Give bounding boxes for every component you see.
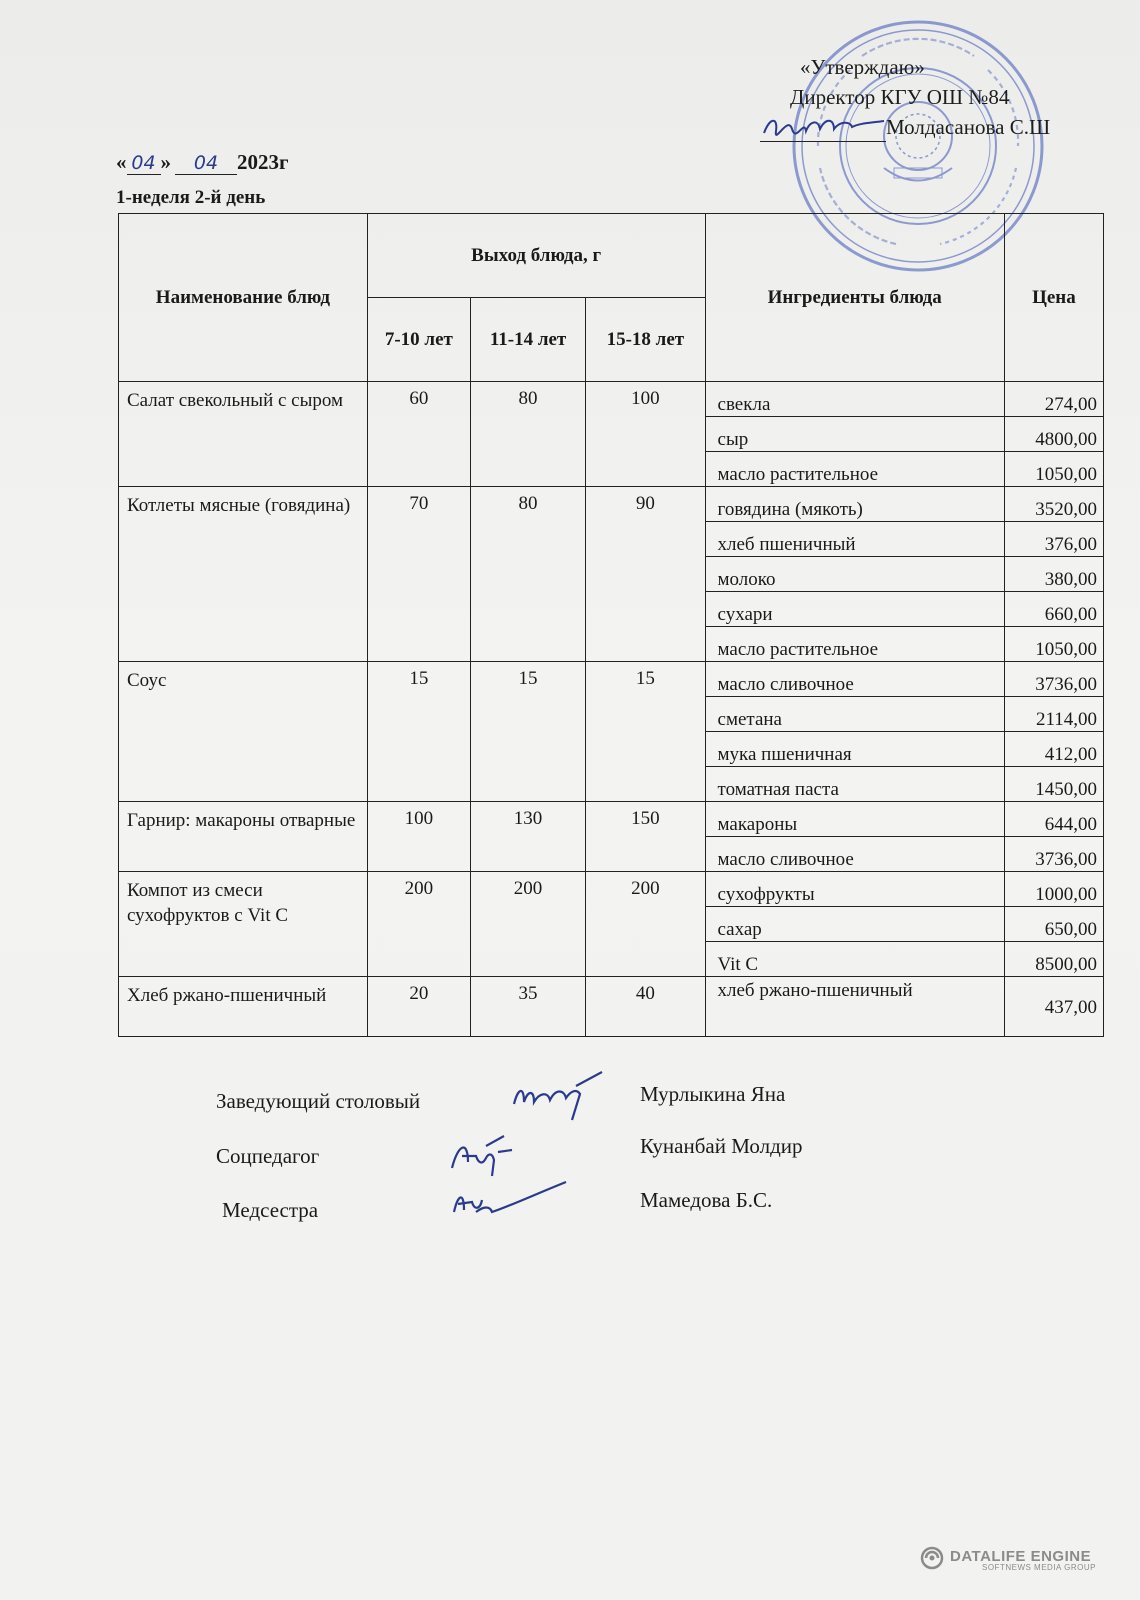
ingredient-cell: томатная паста — [705, 767, 1004, 802]
price-cell: 8500,00 — [1004, 942, 1103, 977]
date-month: 04 — [175, 152, 237, 175]
price-cell: 380,00 — [1004, 557, 1103, 592]
menu-table — [118, 213, 1104, 1037]
watermark-logo — [950, 1548, 1096, 1572]
yield-11-14-cell: 80 — [470, 382, 585, 487]
ingredient-cell: свекла — [705, 382, 1004, 417]
price-cell: 644,00 — [1004, 802, 1103, 837]
table-row — [119, 802, 1104, 837]
header-output: Выход блюда, г — [367, 214, 705, 298]
price-cell: 3520,00 — [1004, 487, 1103, 522]
price-cell: 4800,00 — [1004, 417, 1103, 452]
dish-name-cell: Хлеб ржано-пшеничный — [119, 977, 368, 1037]
signature-row — [216, 1144, 319, 1169]
handwritten-signature — [450, 1176, 570, 1226]
signature-name: Мурлыкина Яна — [640, 1082, 786, 1106]
header-age-11-14: 11-14 лет — [470, 298, 585, 382]
handwritten-signature — [448, 1132, 528, 1180]
dish-name-cell: Компот из смеси сухофруктов с Vit C — [119, 872, 368, 977]
header-price: Цена — [1004, 214, 1103, 382]
ingredient-cell: хлеб пшеничный — [705, 522, 1004, 557]
price-cell: 1050,00 — [1004, 452, 1103, 487]
yield-15-18-cell: 100 — [586, 382, 705, 487]
yield-7-10-cell: 200 — [367, 872, 470, 977]
header-age-7-10: 7-10 лет — [367, 298, 470, 382]
yield-11-14-cell: 15 — [470, 662, 585, 802]
price-cell: 1450,00 — [1004, 767, 1103, 802]
dish-name-cell: Котлеты мясные (говядина) — [119, 487, 368, 662]
ingredient-cell: сухари — [705, 592, 1004, 627]
yield-11-14-cell: 35 — [470, 977, 585, 1037]
ingredient-cell: масло сливочное — [705, 837, 1004, 872]
yield-11-14-cell: 130 — [470, 802, 585, 872]
watermark-sub: SOFTNEWS MEDIA GROUP — [982, 1563, 1097, 1572]
price-cell: 437,00 — [1004, 977, 1103, 1037]
signature-role: Медсестра — [222, 1198, 319, 1222]
price-cell: 376,00 — [1004, 522, 1103, 557]
ingredient-cell: масло сливочное — [705, 662, 1004, 697]
header-ingredients: Ингредиенты блюда — [705, 214, 1004, 382]
dish-name-cell: Соус — [119, 662, 368, 802]
director-name: Молдасанова С.Ш — [886, 115, 1051, 139]
watermark-main: DATALIFE ENGINE — [950, 1548, 1092, 1565]
yield-15-18-cell: 90 — [586, 487, 705, 662]
handwritten-signature — [510, 1068, 610, 1126]
yield-15-18-cell: 15 — [586, 662, 705, 802]
signature-name: Кунанбай Молдир — [640, 1134, 803, 1158]
ingredient-cell: сахар — [705, 907, 1004, 942]
signature-name: Мамедова Б.С. — [640, 1188, 773, 1212]
price-cell: 412,00 — [1004, 732, 1103, 767]
document-date — [116, 150, 289, 175]
price-cell: 274,00 — [1004, 382, 1103, 417]
yield-7-10-cell: 70 — [367, 487, 470, 662]
dish-name-cell: Гарнир: макароны отварные — [119, 802, 368, 872]
price-cell: 2114,00 — [1004, 697, 1103, 732]
signature-role: Заведующий столовый — [216, 1089, 421, 1113]
yield-15-18-cell: 150 — [586, 802, 705, 872]
yield-7-10-cell: 20 — [367, 977, 470, 1037]
ingredient-cell: масло растительное — [705, 627, 1004, 662]
yield-7-10-cell: 100 — [367, 802, 470, 872]
menu-table-body — [119, 382, 1104, 1037]
approval-signature-line — [760, 112, 1090, 142]
approval-block — [760, 52, 1090, 142]
ingredient-cell: хлеб ржано-пшеничный — [705, 977, 1004, 1037]
price-cell: 3736,00 — [1004, 837, 1103, 872]
date-close-quote: » — [160, 150, 171, 174]
yield-11-14-cell: 80 — [470, 487, 585, 662]
table-row — [119, 977, 1104, 1037]
table-row — [119, 872, 1104, 907]
yield-7-10-cell: 60 — [367, 382, 470, 487]
director-signature — [760, 119, 886, 142]
approval-heading: «Утверждаю» — [800, 55, 925, 79]
price-cell: 1050,00 — [1004, 627, 1103, 662]
ingredient-cell: мука пшеничная — [705, 732, 1004, 767]
yield-15-18-cell: 200 — [586, 872, 705, 977]
ingredient-cell: макароны — [705, 802, 1004, 837]
ingredient-cell: сметана — [705, 697, 1004, 732]
ingredient-cell: говядина (мякоть) — [705, 487, 1004, 522]
ingredient-cell: масло растительное — [705, 452, 1004, 487]
yield-7-10-cell: 15 — [367, 662, 470, 802]
ingredient-cell: сыр — [705, 417, 1004, 452]
dish-name-cell: Салат свекольный с сыром — [119, 382, 368, 487]
price-cell: 3736,00 — [1004, 662, 1103, 697]
ingredient-cell: сухофрукты — [705, 872, 1004, 907]
week-day-subtitle: 1-неделя 2-й день — [116, 187, 266, 208]
date-year: 2023г — [237, 150, 289, 174]
date-open-quote: « — [116, 150, 127, 174]
header-dish-name: Наименование блюд — [119, 214, 368, 382]
price-cell: 1000,00 — [1004, 872, 1103, 907]
datalife-logo-icon — [920, 1546, 944, 1570]
signature-row — [222, 1198, 318, 1223]
approval-position: Директор КГУ ОШ №84 — [790, 85, 1010, 109]
table-row — [119, 487, 1104, 522]
table-row — [119, 382, 1104, 417]
director-signature-scribble — [760, 111, 886, 141]
signature-row — [216, 1089, 420, 1114]
header-age-15-18: 15-18 лет — [586, 298, 705, 382]
signature-role: Соцпедагог — [216, 1144, 320, 1168]
ingredient-cell: Vit C — [705, 942, 1004, 977]
table-row — [119, 662, 1104, 697]
date-day: 04 — [127, 152, 161, 175]
price-cell: 650,00 — [1004, 907, 1103, 942]
yield-15-18-cell: 40 — [586, 977, 705, 1037]
ingredient-cell: молоко — [705, 557, 1004, 592]
price-cell: 660,00 — [1004, 592, 1103, 627]
yield-11-14-cell: 200 — [470, 872, 585, 977]
